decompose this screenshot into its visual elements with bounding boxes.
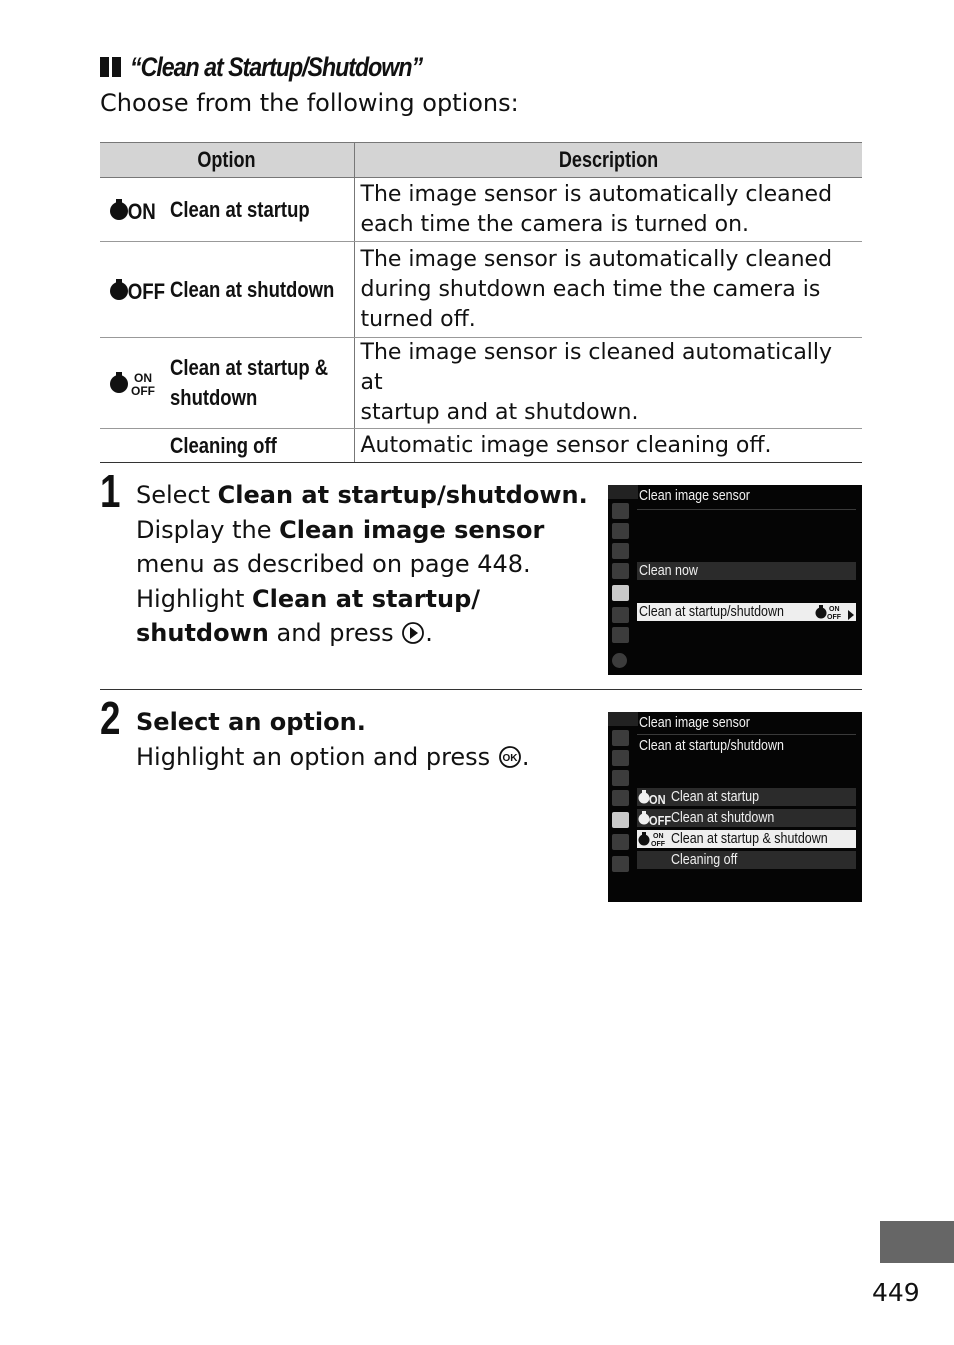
menu-item-clean-at-startup-shutdown[interactable]: ON OFF Clean at startup & shutdown [637,830,856,848]
step-divider [100,689,862,690]
movie-menu-icon [612,543,629,559]
svg-text:OFF: OFF [127,280,166,304]
sensor-clean-onoff-icon [100,368,170,398]
menu-rail [608,499,638,675]
retouch-menu-icon [612,834,629,850]
sensor-clean-on-icon [100,195,170,225]
svg-text:ON: ON [127,200,156,224]
option-description: The image sensor is automatically cleaned during shutdown each time the camera is turned off. [354,242,862,338]
setup-menu-icon [612,585,629,601]
menu-item-clean-at-startup[interactable]: ON Clean at startup [637,788,856,806]
step-divider [100,462,862,463]
svg-text:OFF: OFF [649,813,672,829]
option-description: The image sensor is cleaned automatically at startup and at shutdown. [354,338,862,429]
help-icon [612,653,627,668]
section-marker-icon [112,57,121,77]
svg-text:OK: OK [502,752,518,764]
table-row [100,338,862,429]
section-heading [100,50,470,84]
my-menu-icon [612,627,629,643]
multi-selector-right-icon [401,619,425,647]
svg-text:ON: ON [134,371,152,385]
svg-text:OFF: OFF [131,384,155,398]
menu-rail [608,726,638,902]
sensor-clean-off-icon [638,810,672,831]
page-tab [880,1221,954,1263]
photo-menu-icon [612,750,629,766]
camera-screen-2 [608,712,862,902]
sensor-clean-onoff-icon [638,831,668,852]
svg-text:OFF: OFF [651,841,665,848]
retouch-menu-icon [612,607,629,623]
column-header-description: Description [354,143,862,178]
custom-settings-icon [612,563,629,579]
sensor-clean-off-icon [100,275,170,305]
intro-text: Choose from the following options: [100,89,519,117]
column-header-option: Option [100,143,354,178]
option-description: Automatic image sensor cleaning off. [354,429,862,463]
section-marker-icon [100,57,109,77]
photo-menu-icon [612,523,629,539]
screen-title: Clean image sensor [639,488,750,504]
option-name: shutdown [170,385,258,410]
menu-item-clean-startup-shutdown[interactable]: Clean at startup/shutdown ON OFF [637,603,856,621]
options-table [100,142,862,463]
menu-item-cleaning-off[interactable]: Cleaning off [637,851,856,869]
step-number: 1 [100,465,121,517]
svg-text:OFF: OFF [827,614,841,621]
step-2-text: Select an option. Highlight an option and press OK . [136,708,530,771]
step-number: 2 [100,692,121,744]
custom-settings-icon [612,790,629,806]
step-2-heading: Select an option. [136,708,366,736]
step-1-text: Select Clean at startup/shutdown. Display the Clean image sensor menu as described on page 448. Highlight Clean at startup/ shutdown and press . [136,481,588,647]
table-row [100,178,862,242]
option-name: Clean at startup & [170,355,329,380]
option-name: Clean at shutdown [170,276,335,302]
menu-item-clean-now[interactable]: Clean now [637,562,856,580]
my-menu-icon [612,856,629,872]
svg-text:ON: ON [653,833,664,840]
sensor-clean-onoff-icon [815,604,847,625]
camera-screen-1 [608,485,862,675]
table-row [100,242,862,338]
setup-menu-icon [612,812,629,828]
playback-menu-icon [612,503,629,519]
screen-subtitle: Clean at startup/shutdown [639,738,784,754]
page-number: 449 [872,1278,920,1307]
svg-text:ON: ON [649,792,666,808]
table-row [100,429,862,463]
screen-title: Clean image sensor [639,715,750,731]
playback-menu-icon [612,730,629,746]
chevron-right-icon [848,607,854,625]
movie-menu-icon [612,770,629,786]
sensor-clean-on-icon [638,789,668,810]
option-description: The image sensor is automatically cleaned each time the camera is turned on. [354,178,862,242]
option-name: Clean at startup [170,196,310,222]
svg-text:ON: ON [829,606,840,613]
option-name: Cleaning off [170,432,277,458]
section-title: “Clean at Startup/Shutdown” [130,51,423,82]
ok-button-icon [498,743,522,771]
step-1-heading: Clean at startup/shutdown. [217,481,588,509]
menu-item-clean-at-shutdown[interactable]: OFF Clean at shutdown [637,809,856,827]
table-header-row [100,143,862,178]
